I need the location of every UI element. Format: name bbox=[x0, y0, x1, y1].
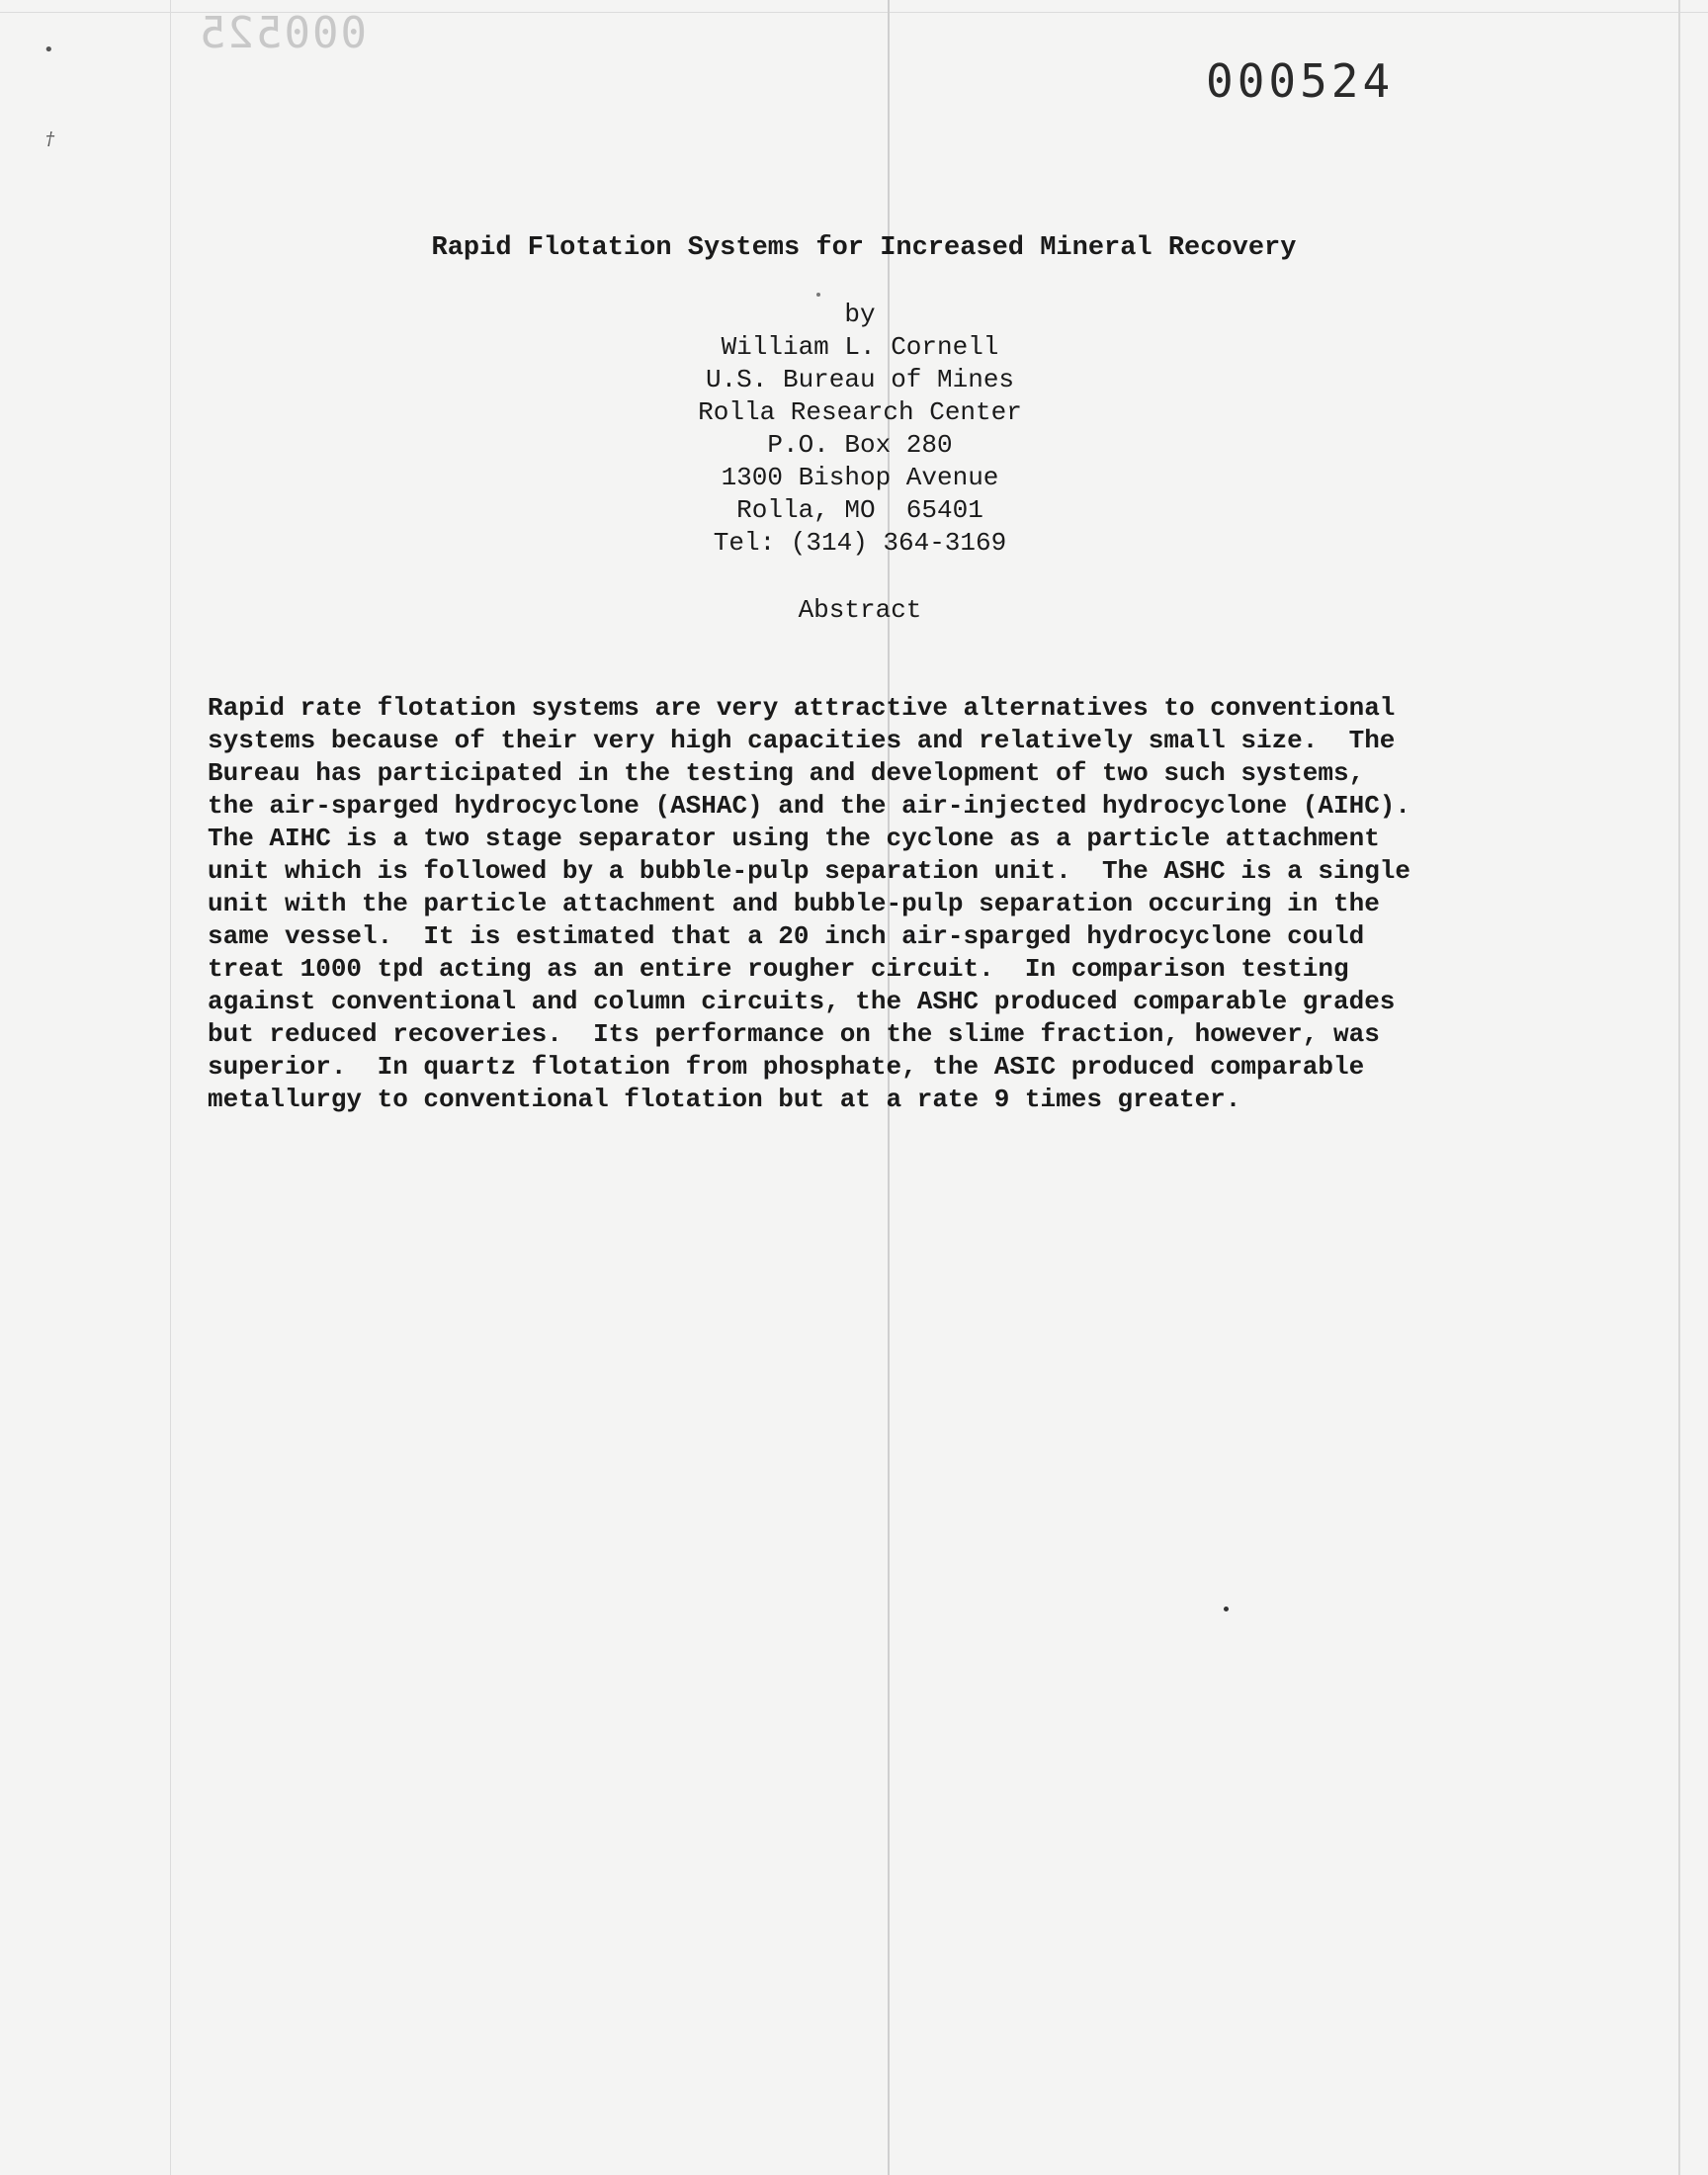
author-block bbox=[0, 299, 1708, 560]
scan-speck bbox=[1224, 1607, 1229, 1611]
author-center: Rolla Research Center bbox=[698, 397, 1022, 427]
abstract-line: treat 1000 tpd acting as an entire rougher circuit. In comparison testing bbox=[208, 954, 1349, 984]
author-city: Rolla, MO 65401 bbox=[736, 495, 983, 525]
page-number-stamp: 000524 bbox=[1206, 54, 1395, 108]
author-name: William L. Cornell bbox=[721, 332, 999, 362]
abstract-heading: Abstract bbox=[798, 595, 922, 625]
abstract-line: the air-sparged hydrocyclone (ASHAC) and the air-injected hydrocyclone (AIHC). bbox=[208, 791, 1410, 821]
author-street: 1300 Bishop Avenue bbox=[721, 463, 999, 492]
abstract-line: Bureau has participated in the testing and development of two such systems, bbox=[208, 758, 1365, 788]
abstract-line: superior. In quartz flotation from phosphate, the ASIC produced comparable bbox=[208, 1052, 1365, 1082]
abstract-line: metallurgy to conventional flotation but at a rate 9 times greater. bbox=[208, 1085, 1241, 1114]
author-organization: U.S. Bureau of Mines bbox=[705, 365, 1015, 394]
document-title: Rapid Flotation Systems for Increased Mineral Recovery bbox=[431, 233, 1297, 263]
byline-by: by bbox=[844, 300, 876, 329]
abstract-line: same vessel. It is estimated that a 20 inch air-sparged hydrocyclone could bbox=[208, 921, 1365, 951]
author-phone: Tel: (314) 364-3169 bbox=[713, 528, 1007, 558]
scan-speck bbox=[816, 293, 820, 297]
ghost-page-stamp: 000525 bbox=[198, 8, 367, 58]
abstract-line: unit which is followed by a bubble-pulp separation unit. The ASHC is a single bbox=[208, 856, 1410, 886]
abstract-line: The AIHC is a two stage separator using the cyclone as a particle attachment bbox=[208, 824, 1380, 853]
abstract-body bbox=[208, 692, 1522, 1116]
abstract-line: but reduced recoveries. Its performance on the slime fraction, however, was bbox=[208, 1019, 1380, 1049]
abstract-line: systems because of their very high capacities and relatively small size. The bbox=[208, 726, 1396, 755]
author-po-box: P.O. Box 280 bbox=[767, 430, 953, 460]
abstract-line: Rapid rate flotation systems are very attractive alternatives to conventional bbox=[208, 693, 1396, 723]
margin-mark: • bbox=[43, 40, 54, 60]
margin-mark: † bbox=[45, 129, 54, 149]
abstract-line: against conventional and column circuits, the ASHC produced comparable grades bbox=[208, 987, 1396, 1016]
abstract-line: unit with the particle attachment and bubble-pulp separation occuring in the bbox=[208, 889, 1380, 918]
